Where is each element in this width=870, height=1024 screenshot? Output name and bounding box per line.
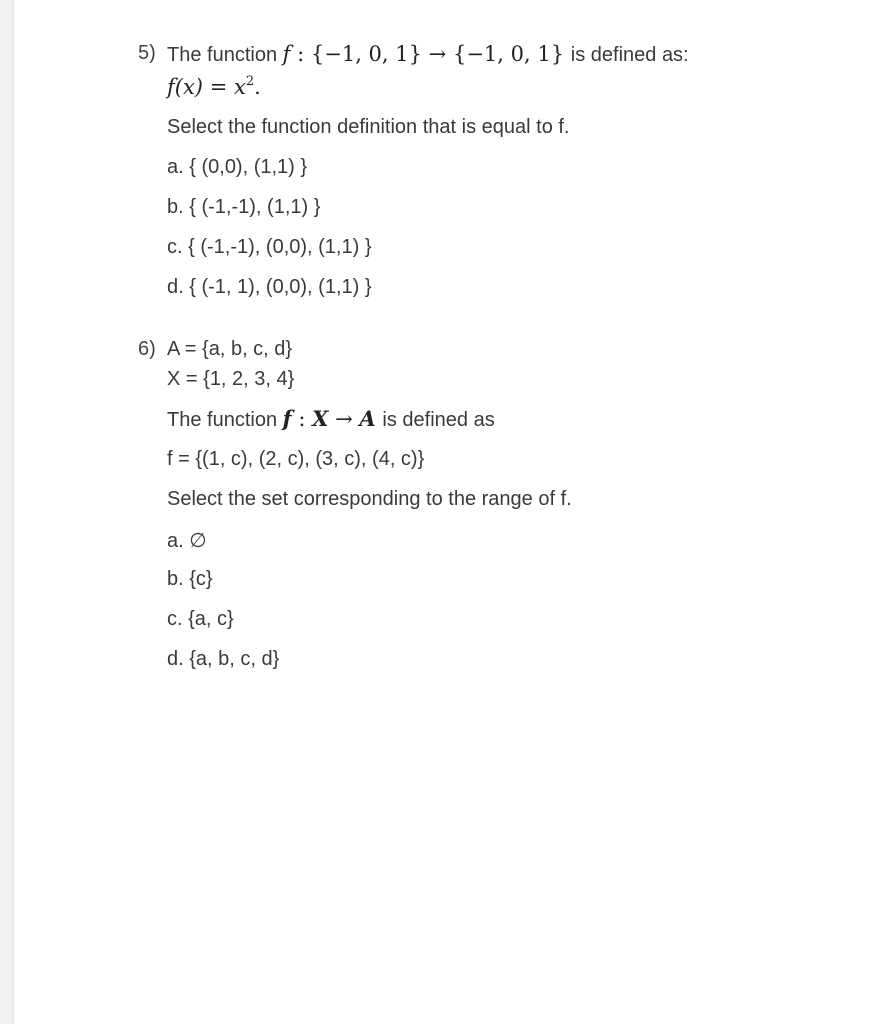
math-f: f: [282, 406, 292, 431]
math-domain: {−1, 0, 1}: [310, 42, 422, 66]
question-statement: [167, 42, 689, 67]
statement-text: The function: [167, 44, 278, 66]
option-c[interactable]: c. { (-1,-1), (0,0), (1,1) }: [167, 236, 372, 258]
option-d[interactable]: d. { (-1, 1), (0,0), (1,1) }: [167, 276, 372, 298]
math-colon: :: [297, 42, 305, 66]
math-codomain: {−1, 0, 1}: [452, 42, 565, 66]
statement-text-end: is defined as:: [570, 44, 689, 66]
math-arrow: →: [428, 42, 447, 66]
function-signature: [283, 42, 571, 66]
math-X: X: [312, 406, 329, 431]
option-b[interactable]: b. { (-1,-1), (1,1) }: [167, 196, 321, 218]
statement-text-end: is defined as: [382, 409, 495, 431]
def-period: .: [254, 75, 261, 99]
question-number: 6): [138, 338, 156, 360]
set-x-definition: X = {1, 2, 3, 4}: [167, 368, 295, 390]
question-number: 5): [138, 42, 156, 64]
question-statement: [167, 406, 495, 432]
option-a[interactable]: a. { (0,0), (1,1) }: [167, 156, 308, 178]
question-prompt: Select the set corresponding to the range of f.: [167, 488, 572, 510]
function-signature: [283, 407, 383, 431]
def-lhs: f(x): [167, 75, 204, 99]
math-f: f: [282, 42, 291, 66]
statement-text: The function: [167, 409, 278, 431]
option-a[interactable]: a. ∅: [167, 530, 207, 552]
def-eq: =: [209, 75, 228, 99]
math-A: A: [359, 406, 376, 431]
document-page: [14, 0, 870, 1024]
option-b[interactable]: b. {c}: [167, 568, 213, 590]
function-definition: [167, 74, 261, 99]
question-prompt: Select the function definition that is equal to f.: [167, 116, 570, 138]
math-colon: :: [298, 407, 306, 431]
math-arrow: →: [335, 407, 353, 431]
def-rhs-exponent: 2: [245, 74, 255, 89]
option-d[interactable]: d. {a, b, c, d}: [167, 648, 280, 670]
set-a-definition: A = {a, b, c, d}: [167, 338, 293, 360]
option-c[interactable]: c. {a, c}: [167, 608, 234, 630]
function-definition: f = {(1, c), (2, c), (3, c), (4, c)}: [167, 448, 425, 470]
def-rhs-base: x: [234, 75, 246, 99]
